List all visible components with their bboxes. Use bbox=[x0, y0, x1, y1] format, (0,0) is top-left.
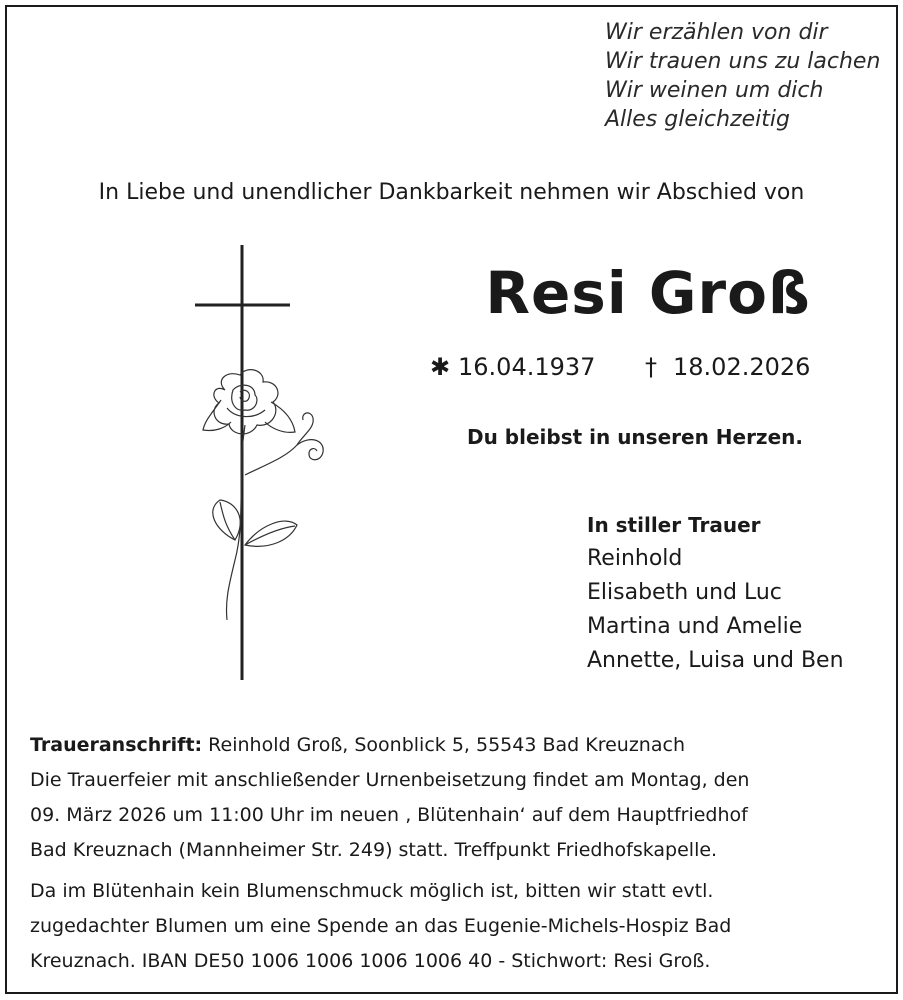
mourners-list bbox=[587, 508, 844, 678]
poem-line: Wir weinen um dich bbox=[605, 78, 824, 103]
mourners-heading: In stiller Trauer bbox=[587, 513, 761, 537]
notice-details bbox=[30, 728, 890, 979]
address-label: Traueranschrift: bbox=[30, 734, 203, 756]
poem-line: Alles gleichzeitig bbox=[605, 107, 790, 132]
ceremony-line: Die Trauerfeier mit anschließender Urnenbeisetzung findet am Montag, den bbox=[30, 769, 750, 791]
deceased-name: Resi Groß bbox=[485, 259, 811, 327]
death-date: 18.02.2026 bbox=[673, 353, 811, 381]
intro-text: In Liebe und unendlicher Dankbarkeit nehmen wir Abschied von bbox=[98, 180, 805, 205]
donation-line: Da im Blütenhain kein Blumenschmuck möglich ist, bitten wir statt evtl. bbox=[30, 880, 714, 902]
poem-line: Wir erzählen von dir bbox=[605, 20, 828, 45]
birth-star-icon: ✱ bbox=[430, 353, 451, 381]
address-line bbox=[30, 728, 890, 763]
cross-with-rose-icon bbox=[185, 240, 345, 685]
mourner-name: Annette, Luisa und Ben bbox=[587, 648, 844, 673]
death-date-group bbox=[645, 350, 810, 384]
donation-line: zugedachter Blumen um eine Spende an das Eugenie-Michels-Hospiz Bad bbox=[30, 915, 732, 937]
motto: Du bleibst in unseren Herzen. bbox=[467, 425, 803, 449]
poem bbox=[605, 18, 895, 134]
birth-date: 16.04.1937 bbox=[458, 353, 596, 381]
birth-date-group bbox=[430, 350, 595, 384]
donation-line: Kreuznach. IBAN DE50 1006 1006 1006 1006 40 - Stichwort: Resi Groß. bbox=[30, 950, 711, 972]
mourner-name: Martina und Amelie bbox=[587, 614, 803, 639]
ceremony-line: Bad Kreuznach (Mannheimer Str. 249) statt. Treffpunkt Friedhofskapelle. bbox=[30, 839, 718, 861]
death-cross-icon: † bbox=[645, 353, 657, 381]
mourner-name: Reinhold bbox=[587, 546, 683, 571]
ceremony-line: 09. März 2026 um 11:00 Uhr im neuen ‚ Blütenhain‘ auf dem Hauptfriedhof bbox=[30, 804, 748, 826]
poem-line: Wir trauen uns zu lachen bbox=[605, 49, 881, 74]
mourner-name: Elisabeth und Luc bbox=[587, 580, 782, 605]
address-value: Reinhold Groß, Soonblick 5, 55543 Bad Kreuznach bbox=[208, 734, 685, 756]
